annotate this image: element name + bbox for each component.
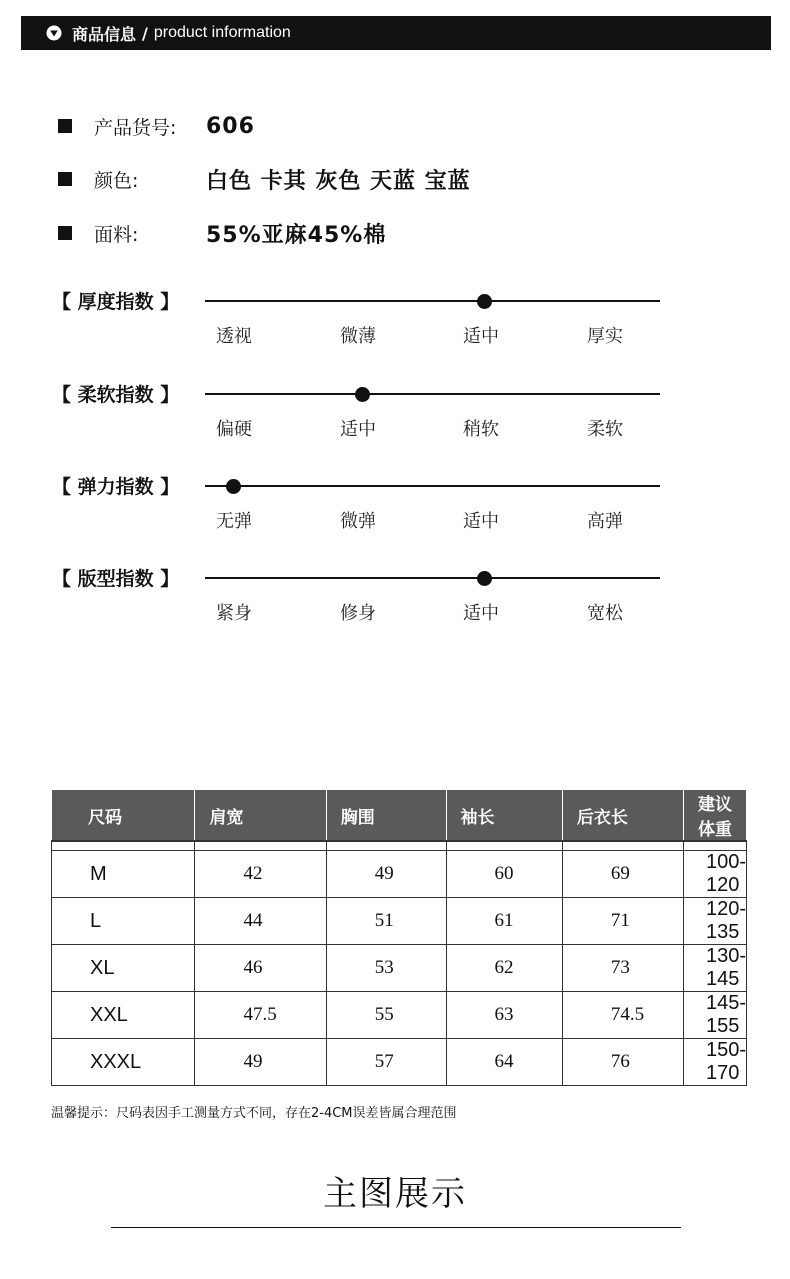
weight-cell: 145-155 (683, 992, 746, 1039)
index-label: 【 版型指数 】 (52, 568, 180, 590)
measure-cell: 49 (195, 1039, 326, 1086)
info-value: 606 (206, 113, 255, 139)
index-option: 紧身 (216, 603, 252, 624)
index-scale-line (205, 393, 660, 395)
col-header-shoulder: 肩宽 (195, 790, 326, 841)
index-option: 厚实 (587, 326, 623, 347)
chevron-down-badge-icon (45, 24, 63, 42)
weight-cell: 120-135 (683, 898, 746, 945)
index-option: 透视 (216, 326, 252, 347)
index-option: 无弹 (216, 511, 252, 532)
header-slash: / (142, 23, 148, 43)
index-label: 【 弹力指数 】 (52, 476, 180, 498)
index-marker-dot (477, 571, 492, 586)
col-header-chest: 胸围 (326, 790, 446, 841)
info-row-color (58, 164, 471, 194)
measure-cell: 53 (326, 945, 446, 992)
measure-cell: 76 (562, 1039, 683, 1086)
info-label: 颜色: (94, 169, 139, 192)
measure-cell: 73 (562, 945, 683, 992)
info-row-fabric (58, 218, 386, 248)
title-underline (111, 1227, 681, 1228)
index-option: 微薄 (340, 326, 376, 347)
info-value: 55%亚麻45%棉 (206, 222, 387, 248)
header-title-zh: 商品信息 (72, 24, 137, 44)
measure-cell: 71 (562, 898, 683, 945)
bullet-square-icon (58, 226, 72, 240)
table-row (52, 992, 747, 1039)
index-marker-dot (226, 479, 241, 494)
weight-cell: 100-120 (683, 851, 746, 898)
measure-cell: 62 (446, 945, 562, 992)
measure-cell: 42 (195, 851, 326, 898)
table-row (52, 851, 747, 898)
measure-cell: 74.5 (562, 992, 683, 1039)
index-scale-line (205, 300, 660, 302)
measure-cell: 61 (446, 898, 562, 945)
measure-cell: 46 (195, 945, 326, 992)
index-option: 柔软 (587, 419, 623, 440)
table-row (52, 1039, 747, 1086)
index-option: 偏硬 (216, 419, 252, 440)
col-header-size: 尺码 (52, 790, 195, 841)
measure-cell: 64 (446, 1039, 562, 1086)
size-table-header-row (52, 790, 747, 841)
index-marker-dot (477, 294, 492, 309)
index-option: 适中 (463, 603, 499, 624)
col-header-sleeve: 袖长 (446, 790, 562, 841)
size-tip: 温馨提示：尺码表因手工测量方式不同，存在2-4CM误差皆属合理范围 (51, 1106, 457, 1121)
info-value: 白色 卡其 灰色 天蓝 宝蓝 (206, 168, 471, 194)
header-title-en: product information (153, 24, 291, 41)
bullet-square-icon (58, 172, 72, 186)
measure-cell: 47.5 (195, 992, 326, 1039)
size-cell: XL (52, 945, 195, 992)
index-option: 宽松 (587, 603, 623, 624)
table-spacer-row (52, 841, 747, 851)
measure-cell: 49 (326, 851, 446, 898)
weight-cell: 150-170 (683, 1039, 746, 1086)
info-label: 面料: (94, 223, 139, 246)
bullet-square-icon (58, 119, 72, 133)
info-label: 产品货号: (94, 116, 177, 139)
index-option: 适中 (463, 326, 499, 347)
measure-cell: 51 (326, 898, 446, 945)
index-option: 高弹 (587, 511, 623, 532)
size-cell: XXL (52, 992, 195, 1039)
index-label: 【 柔软指数 】 (52, 384, 180, 406)
size-cell: XXXL (52, 1039, 195, 1086)
index-option: 稍软 (463, 419, 499, 440)
info-row-item-number (58, 111, 255, 141)
main-image-title: 主图展示 (323, 1174, 467, 1214)
index-option: 适中 (340, 419, 376, 440)
measure-cell: 44 (195, 898, 326, 945)
weight-cell: 130-145 (683, 945, 746, 992)
index-label: 【 厚度指数 】 (52, 291, 180, 313)
size-cell: M (52, 851, 195, 898)
table-row (52, 945, 747, 992)
index-option: 微弹 (340, 511, 376, 532)
col-header-weight: 建议体重 (683, 790, 746, 841)
index-scale-line (205, 485, 660, 487)
index-scale-line (205, 577, 660, 579)
index-option: 适中 (463, 511, 499, 532)
table-row (52, 898, 747, 945)
measure-cell: 57 (326, 1039, 446, 1086)
col-header-length: 后衣长 (562, 790, 683, 841)
index-option: 修身 (340, 603, 376, 624)
measure-cell: 63 (446, 992, 562, 1039)
section-header (21, 16, 771, 50)
size-cell: L (52, 898, 195, 945)
measure-cell: 60 (446, 851, 562, 898)
measure-cell: 55 (326, 992, 446, 1039)
size-table (51, 790, 747, 1086)
measure-cell: 69 (562, 851, 683, 898)
index-marker-dot (355, 387, 370, 402)
